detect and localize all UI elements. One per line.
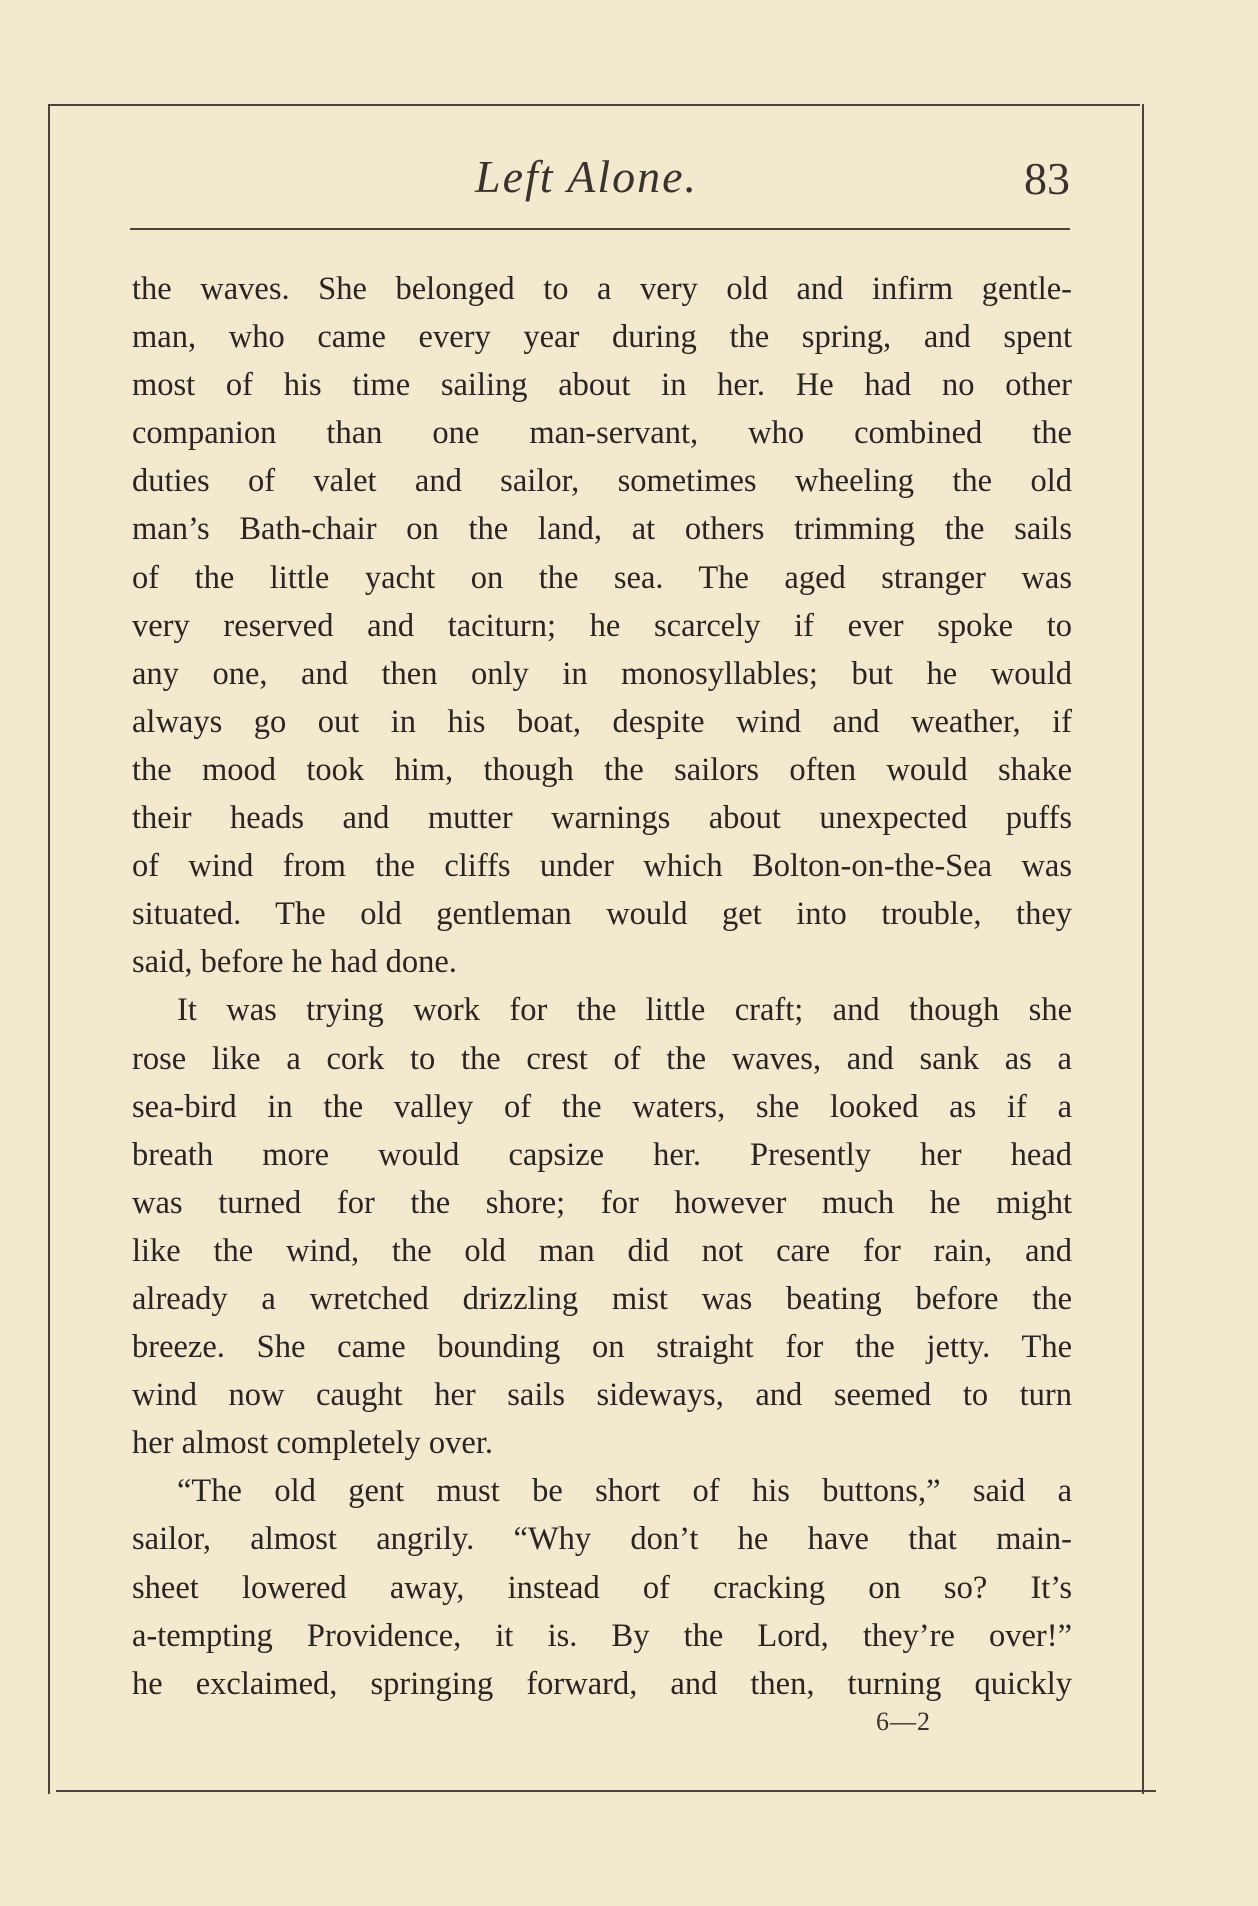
text-line: situated. The old gentleman would get into trouble, they xyxy=(132,896,1072,933)
text-line: man’s Bath-chair on the land, at others trimming the sails xyxy=(132,511,1072,548)
running-title: Left Alone. xyxy=(475,151,699,202)
body-text xyxy=(132,265,1072,1708)
text-line: breath more would capsize her. Presently her head xyxy=(132,1136,1072,1173)
text-line: always go out in his boat, despite wind and weather, if xyxy=(132,703,1072,740)
text-line: the mood took him, though the sailors often would shake xyxy=(132,751,1072,788)
text-line: of the little yacht on the sea. The aged stranger was xyxy=(132,559,1072,596)
page-frame-left xyxy=(48,104,50,1794)
text-line: duties of valet and sailor, sometimes wheeling the old xyxy=(132,463,1072,500)
text-line: most of his time sailing about in her. He had no other xyxy=(132,367,1072,404)
text-line: a-tempting Providence, it is. By the Lord, they’re over!” xyxy=(132,1617,1072,1654)
text-line: wind now caught her sails sideways, and seemed to turn xyxy=(132,1377,1072,1414)
running-head xyxy=(130,150,1070,230)
text-line: their heads and mutter warnings about unexpected puffs xyxy=(132,800,1072,837)
text-line: the waves. She belonged to a very old and infirm gentle- xyxy=(132,271,1072,307)
text-line: sailor, almost angrily. “Why don’t he have that main- xyxy=(132,1521,1072,1558)
text-line: breeze. She came bounding on straight for the jetty. The xyxy=(132,1329,1072,1366)
page-number: 83 xyxy=(1024,153,1070,204)
page-frame-bottom xyxy=(56,1790,1156,1792)
text-line: was turned for the shore; for however much he might xyxy=(132,1184,1072,1221)
text-line: “The old gent must be short of his buttons,” said a xyxy=(177,1473,1072,1510)
text-line: like the wind, the old man did not care for rain, and xyxy=(132,1232,1072,1269)
text-line: of wind from the cliffs under which Bolton-on-the-Sea was xyxy=(132,848,1072,885)
text-line: companion than one man-servant, who combined the xyxy=(132,415,1072,452)
text-line: rose like a cork to the crest of the waves, and sank as a xyxy=(132,1040,1072,1077)
header-rule xyxy=(130,228,1070,230)
text-line: any one, and then only in monosyllables; but he would xyxy=(132,655,1072,692)
text-line: said, before he had done. xyxy=(132,944,457,981)
text-line: very reserved and taciturn; he scarcely if ever spoke to xyxy=(132,607,1072,644)
text-line: he exclaimed, springing forward, and then, turning quickly xyxy=(132,1665,1072,1702)
text-line: sheet lowered away, instead of cracking on so? It’s xyxy=(132,1569,1072,1606)
page-frame-top xyxy=(48,104,1140,106)
text-line: It was trying work for the little craft; and though she xyxy=(177,992,1072,1029)
page-frame-right xyxy=(1142,104,1144,1794)
text-line: her almost completely over. xyxy=(132,1425,494,1462)
signature-mark: 6—2 xyxy=(876,1707,931,1736)
text-line: already a wretched drizzling mist was beating before the xyxy=(132,1280,1072,1317)
text-line: man, who came every year during the spring, and spent xyxy=(132,319,1072,356)
text-line: sea-bird in the valley of the waters, she looked as if a xyxy=(132,1088,1072,1125)
